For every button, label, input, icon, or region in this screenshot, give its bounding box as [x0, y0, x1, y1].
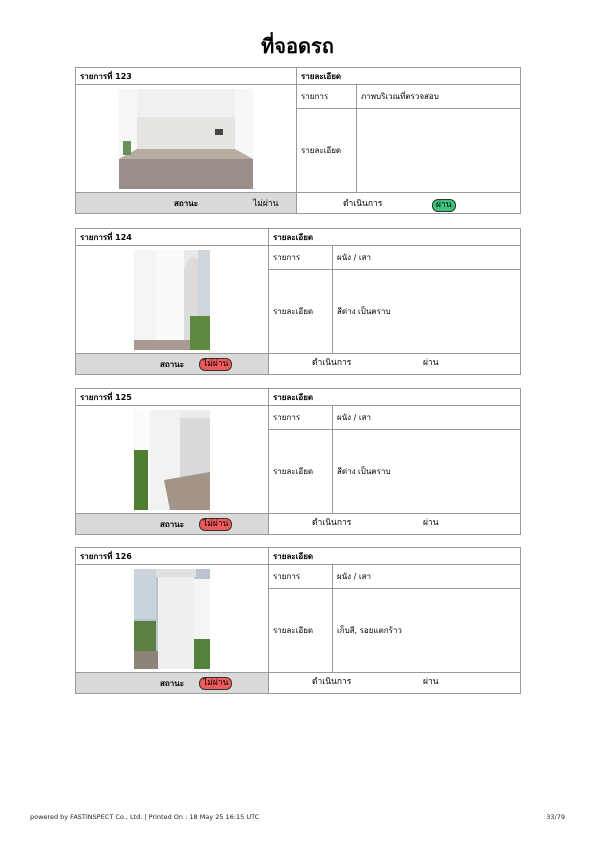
item-value: ผนัง / เสา	[333, 406, 521, 430]
item-header: รายการที่ 123	[76, 68, 297, 85]
photo-cell	[76, 406, 269, 514]
detail-header: รายละเอียด	[269, 389, 521, 406]
status-fail-option[interactable]: ไม่ผ่าน	[199, 677, 232, 690]
item-value: ผนัง / เสา	[333, 565, 521, 589]
status-pass-option[interactable]: ผ่าน	[423, 518, 439, 528]
status-pass-option[interactable]: ผ่าน	[423, 358, 439, 368]
status-options	[269, 514, 521, 535]
status-progress-option[interactable]: ดำเนินการ	[312, 677, 352, 687]
detail-label: รายละเอียด	[269, 589, 333, 673]
detail-value: สีด่าง เป็นคราบ	[333, 270, 521, 354]
status-progress-option[interactable]: ดำเนินการ	[312, 358, 352, 368]
page-title: ที่จอดรถ	[261, 34, 334, 58]
photo-cell	[76, 85, 297, 193]
page-number: 33/79	[546, 813, 565, 821]
status-progress-option[interactable]: ดำเนินการ	[312, 518, 352, 528]
inspection-card-124	[75, 228, 520, 375]
carport-photo[interactable]	[119, 89, 253, 189]
item-header: รายการที่ 126	[76, 548, 269, 565]
footer-printed-info: powered by FASTINSPECT Co., Ltd. | Printed On : 18 May 25 16:15 UTC	[30, 813, 260, 821]
detail-value: เก็บสี, รอยแตกร้าว	[333, 589, 521, 673]
inspection-card-126	[75, 547, 520, 694]
detail-label: รายละเอียด	[297, 109, 357, 193]
status-fail-option[interactable]: ไม่ผ่าน	[199, 358, 232, 371]
status-pass-option[interactable]: ผ่าน	[423, 677, 439, 687]
detail-value	[357, 109, 521, 193]
status-label: สถานะ	[76, 354, 269, 375]
status-options	[269, 354, 521, 375]
status-progress-option[interactable]: ดำเนินการ	[343, 199, 383, 209]
item-value: ภาพบริเวณที่ตรวจสอบ	[357, 85, 521, 109]
wall-pillar-photo[interactable]	[134, 569, 210, 669]
item-header: รายการที่ 124	[76, 229, 269, 246]
inspection-card-125	[75, 388, 520, 535]
wall-pillar-photo[interactable]	[134, 410, 210, 510]
item-value: ผนัง / เสา	[333, 246, 521, 270]
item-label: รายการ	[269, 406, 333, 430]
status-label: สถานะ	[76, 193, 297, 214]
item-label: รายการ	[297, 85, 357, 109]
status-label: สถานะ	[76, 673, 269, 694]
inspection-card-123	[75, 67, 520, 214]
photo-cell	[76, 565, 269, 673]
status-fail-option[interactable]: ไม่ผ่าน	[253, 199, 279, 209]
detail-label: รายละเอียด	[269, 430, 333, 514]
detail-header: รายละเอียด	[269, 229, 521, 246]
page-footer	[30, 813, 565, 821]
status-label: สถานะ	[76, 514, 269, 535]
wall-pillar-photo[interactable]	[134, 250, 210, 350]
detail-label: รายละเอียด	[269, 270, 333, 354]
photo-cell	[76, 246, 269, 354]
status-pass-option[interactable]: ผ่าน	[432, 199, 456, 212]
detail-value: สีด่าง เป็นคราบ	[333, 430, 521, 514]
detail-header: รายละเอียด	[269, 548, 521, 565]
item-header: รายการที่ 125	[76, 389, 269, 406]
status-options	[269, 673, 521, 694]
item-label: รายการ	[269, 565, 333, 589]
status-fail-option[interactable]: ไม่ผ่าน	[199, 518, 232, 531]
item-label: รายการ	[269, 246, 333, 270]
detail-header: รายละเอียด	[297, 68, 521, 85]
status-options	[297, 193, 521, 214]
